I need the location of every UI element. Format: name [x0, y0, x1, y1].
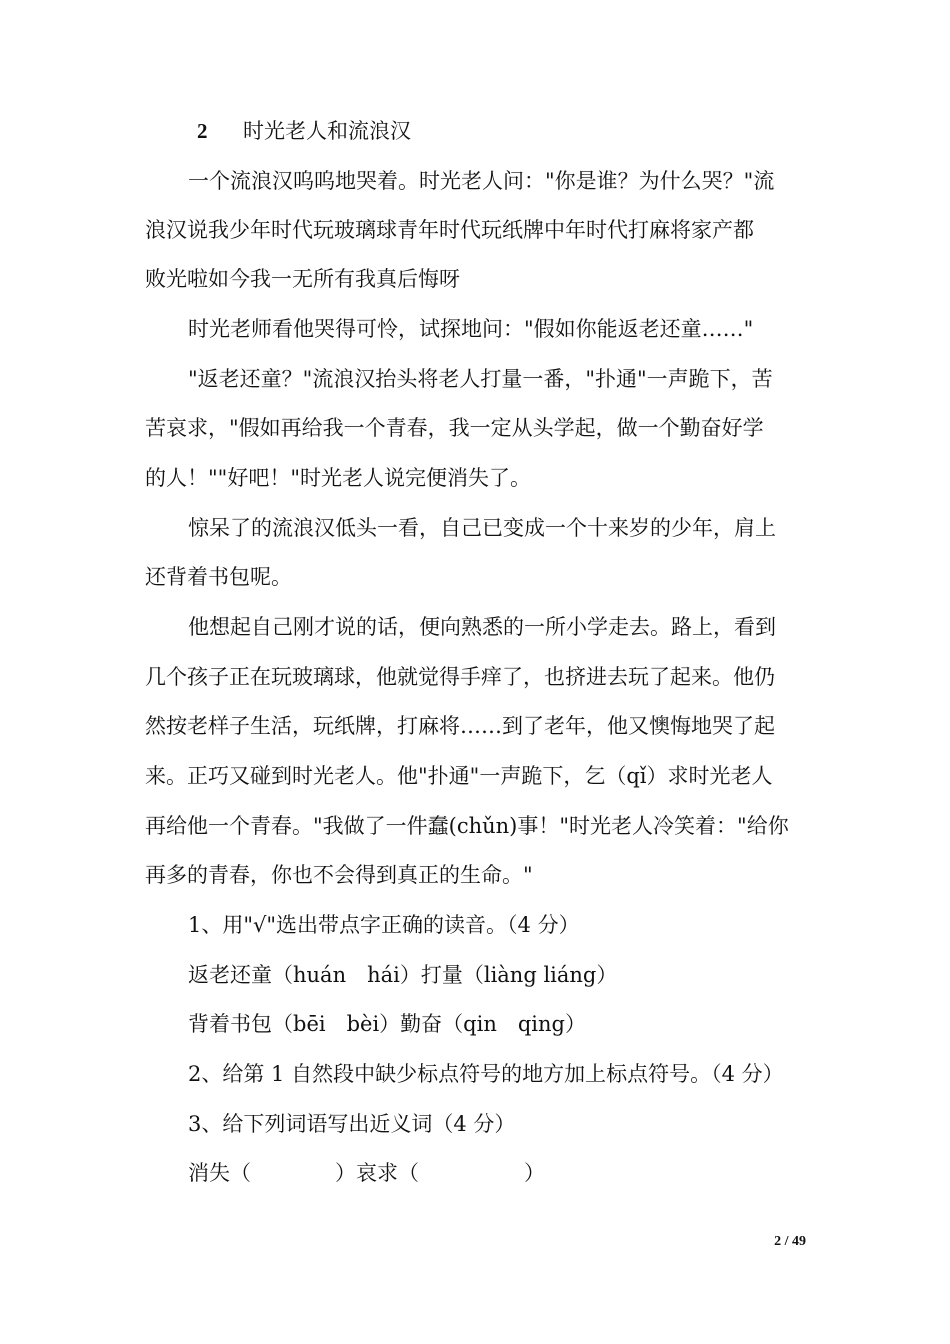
paragraph-line: 再给他一个青春。"我做了一件蠢(chǔn)事！"时光老人冷笑着："给你: [145, 814, 789, 838]
question-line: 1、用"√"选出带点字正确的读音。（4 分）: [188, 913, 580, 937]
paragraph-line: 几个孩子正在玩玻璃球，他就觉得手痒了，也挤进去玩了起来。他仍: [145, 665, 775, 689]
paragraph-line: 他想起自己刚才说的话，便向熟悉的一所小学走去。路上，看到: [188, 615, 776, 639]
paragraph-line: 然按老样子生活，玩纸牌，打麻将……到了老年，他又懊悔地哭了起: [145, 714, 775, 738]
question-line: 返老还童（huán hái）打量（liàng liáng）: [188, 963, 618, 987]
paragraph-line: 再多的青春，你也不会得到真正的生命。": [145, 863, 533, 887]
paragraph-line: 一个流浪汉呜呜地哭着。时光老人问："你是谁？为什么哭？"流: [188, 169, 775, 193]
answer-blank-line: 消失（ ）哀求（ ）: [188, 1161, 545, 1185]
page-number: 2 / 49: [774, 1234, 806, 1249]
story-title: 时光老人和流浪汉: [243, 119, 411, 143]
paragraph-line: 浪汉说我少年时代玩玻璃球青年时代玩纸牌中年时代打麻将家产都: [145, 218, 754, 242]
paragraph-line: 败光啦如今我一无所有我真后悔呀: [145, 267, 460, 291]
story-number: 2: [197, 119, 208, 143]
paragraph-line: 还背着书包呢。: [145, 565, 292, 589]
question-line: 2、给第 1 自然段中缺少标点符号的地方加上标点符号。（4 分）: [188, 1062, 784, 1086]
paragraph-line: 苦哀求，"假如再给我一个青春，我一定从头学起，做一个勤奋好学: [145, 416, 764, 440]
question-line: 3、给下列词语写出近义词（4 分）: [188, 1112, 516, 1136]
paragraph-line: 时光老师看他哭得可怜，试探地问："假如你能返老还童……": [188, 317, 754, 341]
paragraph-line: 的人！""好吧！"时光老人说完便消失了。: [145, 466, 531, 490]
paragraph-line: 来。正巧又碰到时光老人。他"扑通"一声跪下，乞（qǐ）求时光老人: [145, 764, 773, 788]
paragraph-line: 惊呆了的流浪汉低头一看，自己已变成一个十来岁的少年，肩上: [188, 516, 776, 540]
question-line: 背着书包（bēi bèi）勤奋（qin qing）: [188, 1012, 586, 1036]
paragraph-line: "返老还童？"流浪汉抬头将老人打量一番，"扑通"一声跪下，苦: [188, 367, 773, 391]
